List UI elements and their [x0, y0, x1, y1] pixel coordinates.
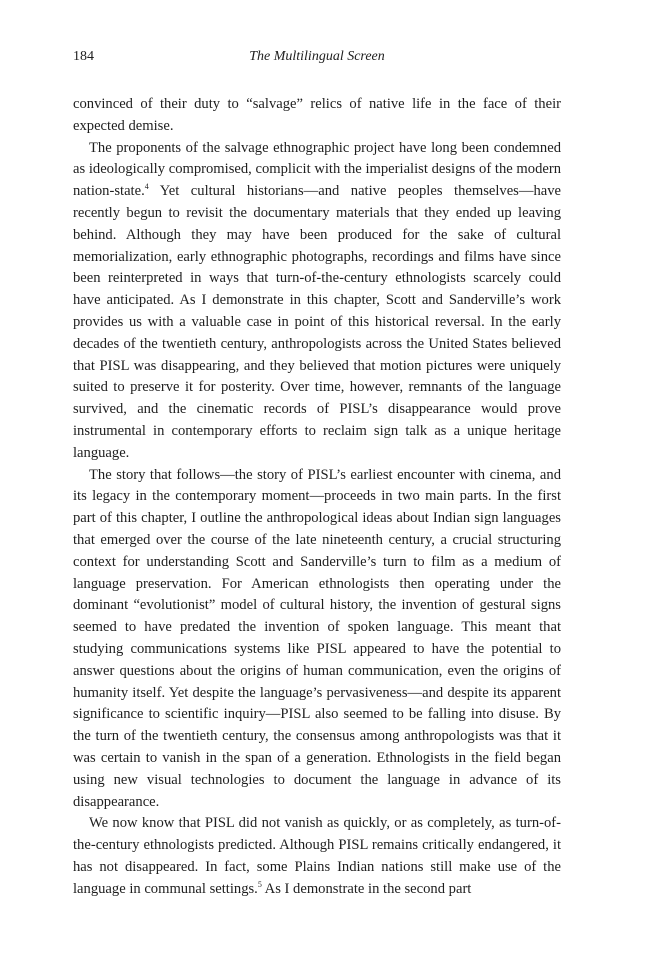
body-text — [73, 94, 561, 900]
running-head — [73, 46, 561, 68]
paragraph-pisl-survival — [73, 813, 561, 900]
footnote-marker[interactable]: 5 — [257, 879, 262, 889]
footnote-marker[interactable]: 4 — [144, 182, 149, 192]
paragraph-text: The proponents of the salvage ethnographic project have long been condemned as ideologically compromised, complicit with the imperialist designs of the modern nation-state. — [73, 139, 561, 200]
page-number: 184 — [73, 49, 94, 64]
paragraph-salvage-critique — [73, 138, 561, 465]
book-title: The Multilingual Screen — [249, 49, 385, 64]
paragraph-continuation: convinced of their duty to “salvage” relics of native life in the face of their expected demise. — [73, 96, 561, 134]
paragraph-text: As I demonstrate in the second part — [261, 880, 472, 897]
paragraph-text: We now know that PISL did not vanish as quickly, or as completely, as turn-of-the-century ethnologists predicted. Although PISL remains critically endangered, it has not disappeared. In fact, some Plains Indian nations still make use of the language in communal settings. — [73, 815, 561, 897]
paragraph-chapter-outline: The story that follows—the story of PISL’s earliest encounter with cinema, and its legacy in the contemporary moment—proceeds in two main parts. In the first part of this chapter, I outline the anthropological ideas about Indian sign languages that emerged over the course of the late nineteenth century, a crucial structuring context for understanding Scott and Sanderville’s turn to film as a medium of language preservation. For American ethnologists then operating under the dominant “evolutionist” model of cultural history, the invention of gestural signs seemed to have predated the invention of spoken language. This meant that studying communications systems like PISL appeared to have the potential to answer questions about the origins of human communication, even the origins of humanity itself. Yet despite the language’s pervasiveness—and despite its apparent significance to scientific inquiry—PISL also seemed to be falling into disuse. By the turn of the twentieth century, the consensus among anthropologists was that it was certain to vanish in the span of a generation. Ethnologists in the field began using new visual technologies to document the language in advance of its disappearance. — [73, 466, 561, 810]
book-page — [73, 46, 561, 900]
paragraph-text: Yet cultural historians—and native peoples themselves—have recently begun to revisit the documentary materials that they ended up leaving behind. Although they may have been produced for the sake of cultural memorialization, early ethnographic photographs, recordings and films have since been reinterpreted in ways that turn-of-the-century ethnologists scarcely could have anticipated. As I demonstrate in this chapter, Scott and Sanderville’s work provides us with a valuable case in point of this historical reversal. In the early decades of the twentieth century, anthropologists across the United States believed that PISL was disappearing, and they believed that motion pictures were uniquely suited to preserve it for posterity. Over time, however, remnants of the language survived, and the cinematic records of PISL’s disappearance would prove instrumental in contemporary efforts to reclaim sign talk as a unique heritage language. — [73, 183, 561, 461]
